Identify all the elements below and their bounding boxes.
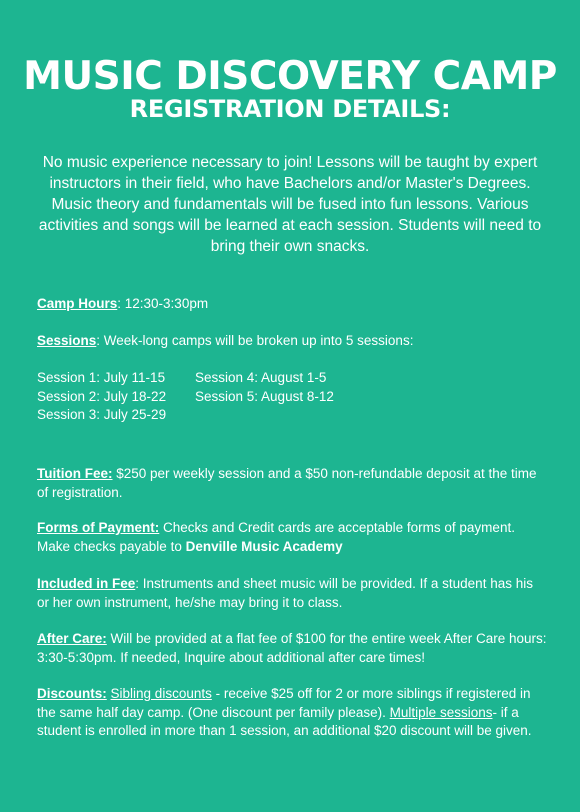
sibling-discounts-text: - receive $25 off for 2 or more siblings if registered in the same half day camp. (One discount per family please). [37, 686, 531, 720]
session-item: Session 4: August 1-5 [195, 370, 327, 385]
sessions-column-1 [37, 369, 166, 425]
sessions-column-2 [195, 369, 334, 406]
camp-hours-line [37, 295, 547, 314]
included-paragraph [37, 575, 547, 612]
session-item: Session 2: July 18-22 [37, 388, 167, 404]
after-care-label: After Care: [37, 631, 107, 646]
page-title: MUSIC DISCOVERY CAMP [23, 54, 557, 99]
session-item: Session 3: July 25-29 [37, 407, 167, 422]
multiple-sessions-text: - if a student is enrolled in more than 1 session, an additional $20 discount will be given. [37, 704, 532, 738]
discounts-paragraph [37, 685, 547, 741]
after-care-text: Will be provided at a flat fee of $100 for the entire week After Care hours: 3:30-5:30pm. If needed, Inquire about additional after care times! [37, 631, 547, 665]
sibling-discounts-link[interactable]: Sibling discounts [110, 686, 212, 701]
multiple-sessions-link[interactable]: Multiple sessions [389, 704, 493, 720]
intro-paragraph: No music experience necessary to join! Lessons will be taught by expert instructors in their field, who have Bachelors and/or Master's Degrees. Music theory and fundamentals will be fused into fun lessons. Various activities and songs will be learned at each session. Students will need to bring their own snacks. [38, 154, 542, 255]
included-label: Included in Fee [37, 576, 136, 591]
after-care-paragraph [37, 630, 547, 667]
tuition-paragraph [37, 465, 547, 502]
camp-hours-text: : 12:30-3:30pm [117, 296, 209, 311]
sessions-line [37, 332, 547, 351]
session-item: Session 5: August 8-12 [195, 388, 334, 404]
tuition-label: Tuition Fee: [37, 466, 113, 481]
session-item: Session 1: July 11-15 [37, 370, 166, 385]
tuition-text: $250 per weekly session and a $50 non-refundable deposit at the time of registration. [37, 466, 537, 500]
payment-text: Checks and Credit cards are acceptable forms of payment. Make checks payable to [37, 520, 515, 554]
payee-name: Denville Music Academy [185, 538, 343, 554]
payment-label: Forms of Payment: [37, 520, 160, 535]
page-subtitle: REGISTRATION DETAILS: [129, 95, 451, 123]
sessions-text: : Week-long camps will be broken up into 5 sessions: [96, 333, 414, 348]
camp-hours-label: Camp Hours [37, 296, 118, 311]
sessions-label: Sessions [37, 333, 97, 348]
discounts-label: Discounts: [37, 686, 107, 701]
included-text: : Instruments and sheet music will be provided. If a student has his or her own instrument, he/she may bring it to class. [37, 576, 533, 610]
payment-paragraph [37, 519, 547, 556]
